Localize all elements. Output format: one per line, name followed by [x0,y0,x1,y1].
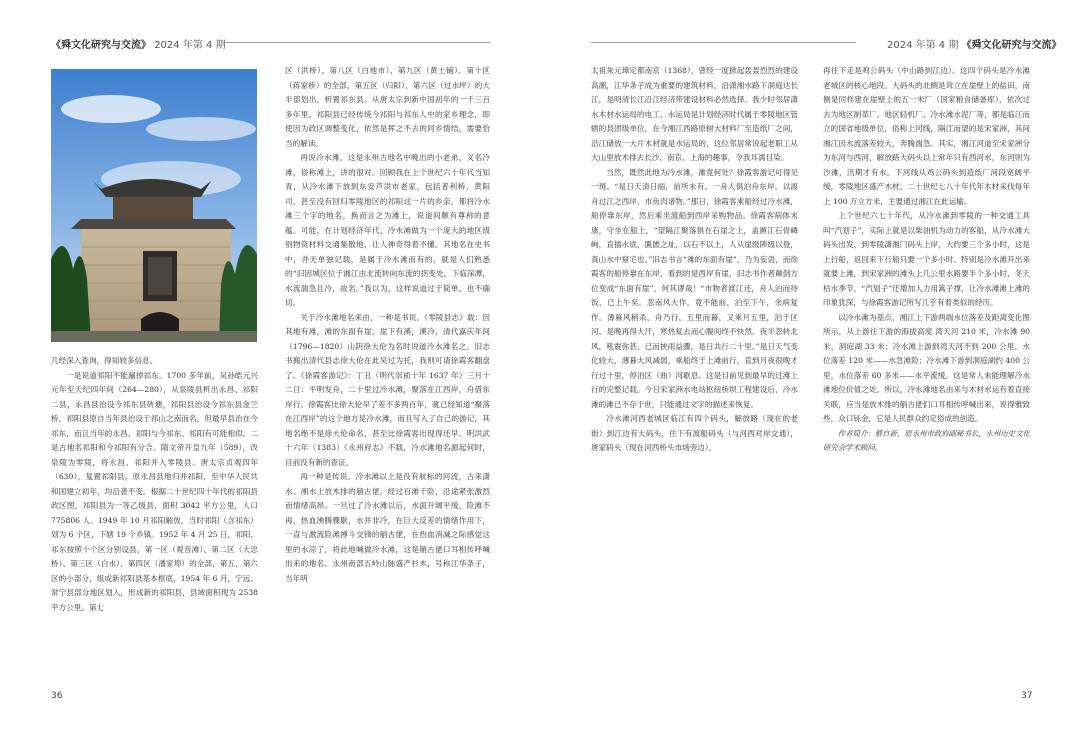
left-column-1 [51,354,258,676]
right-column-3 [591,64,798,676]
col2-para-2: 再说冷水滩，这是永州古地名中晚出的小老弟，又名冷滩，俗称滩上，讲的很对。回顾我在上个世纪六十年代当知青，从冷水滩下放到东安芦洪市老家，包括普利桥、黄阳司，甚至没有回归零陵地区的祁阳这一片的乡亲，都将冷水滩三个字的地名，换而言之为滩上，说道间颇有尊称的意蕴。可能，在计划经济年代，冷水滩做为一个庞大的地区级别物资材料交通集散地，让人神奇得着不懂。其地名在史书中，并无单独记载，是属于冷水滩而有的，就是人们熟悉的“旧因城区位于湘江由北流转向东流的拐变处，下临深潭，水流湍急且冷，故名。”我以为，这样说道过于简单，也不确切。 [285,153,490,307]
right-header-rule [591,42,856,43]
col3-para-2: 当然，既然此地为冷水滩，滩竟何处？徐霞客游记可得见一斑。“是日天清日丽，前所未有。一舟人俱泊舟东岸，以渡舟过江之西岸，市鱼肉诸物。”那日，徐霞客乘船经过冷水滩，船停靠东岸，然后乘坐渡船到西岸采购物品。徐霞客病体未康，守坐在船上，“望隔江聚落俱在石崖之上，盖瀕江石骨嶙峋，直插水底，匱匮之址，以石不以土，人从崖级陟级以登，真山水中窟宅也。”旧志书言“滩的东面有崖”，乃为妄语，而徐霞客的船停靠在东岸，看到的是西岸有崖，旧志书作者颠倒方位变成“东面有崖”，何其谬哉！“市物者渡江还，舟人泊而待饭，已上午矣。忽南风大作，竟不能前，泊至下午，余病复作。薄暮风稍杀，舟乃行，五里而暮，又乘月五里，泊于区河。是晚再得大汗，寒热复去而心腹间终不快然。夜半忽转北风，吼震弥甚，已而挟雨益骤，是日共行二十里。”是日天气变化较大，薄暮大风减弱，乘船终于上滩前行，直到月夜很晚才行过十里，停泊区（曲）河歇息。这是目前见到最早的过滩上行的完整记载。今日宋家洲水电站枢纽桥坝工程建设后，冷水滩的滩已不存于世，只能通过文字的描述来恢复。 [591,167,798,409]
left-header-rule [222,42,490,43]
temple-photo [51,69,257,342]
col3-para-3: 冷水滩河西老城区临江有四个码头，解放路（现在的老街）到江边有大码头，往下有渡船码头（与河西对岸交通），唐家码头（现在河西桥头市场旁边）， [591,414,798,452]
col4-para-1: 再往下走是鸡公码头（中山路到江边）。这四个码头是冷水滩老城区的核心地段。大码头的北侧是耸立在崖壁上的盐田，南侧是同样建在崖壁上的五一米厂（国家粮食储备库），依次过去为地区制革厂、地区轻机厂、冷水滩水泥厂等，都是临江而立的国省地级单位，俗称上河线，隔江而望的是宋家洲，其间湘江因水流落差较大，奔腾湍急。其实，湘江河道至宋家洲分为东河与西河，解放路大码头以上常年只有西河水，东河则为沙滩，汛期才有水。下河线从鸡公码头到造纸厂河段宽阔平缓，零陵地区盛产木材，二十世纪七八十年代年木材采伐每年上 100 万立方米，主要通过湘江在此运输。 [823,66,1030,206]
left-header-journal: 《舜文化研究与交流》 [51,40,151,51]
right-header-journal: 《舜文化研究与交流》 [961,40,1062,51]
right-header [887,36,1062,51]
left-column-2 [285,64,490,676]
col2-para-3: 关于冷水滩地名来由，一种是书说。《零陵县志》载：因其地有滩，滩的东面有崖，崖下有溪，溪冷，清代嘉庆年间（1796—1820）山阴徐大伦为名时说道冷水滩名之。旧志书搬出清代县志徐大伦在此吴过为托，我则可请徐霞客翻盘了。《徐霞客游记》：丁丑（明代崇祯十年 1637 年）三月十二日：平明发舟，二十里过冷水滩，聚落在江西岸，舟借东岸行。徐霞客比徐大伦早了差不多两百年，就已经知道“聚落在江西岸”的这个地方是冷水滩，而且写入了自己的游记，其地名绝不是徐大伦命名，甚至比徐霞客出现得还早。明洪武十六年（1383）《永州府志》不载，冷水滩地名源起何时，目前没有新的查证。 [285,312,490,467]
author-note: 作者简介：蔡自新，原永州市政府副秘书长，永州历史文化研究会学术顾问。 [823,428,1030,452]
col3-para-1: 太祖朱元璋定都南京（1368），曾经一度掀起轰轰烈烈的建设高潮，江华条子成为重要的建筑材料，沿潇湘水路下洞庭达长江，是明清长江沿江经济带建设材料必然选择。我少时邻居潇水木材水运局的电工，水运局是计划经济时代属于零陵地区管辖的县团级单位，在今湘江西路原树大材料厂至造纸厂之间，沿江储放一大片木材就是水运局的，这位邻居常说起老职工从大山里放木排去长沙、南京、上海的趣事，令我耳濡目染。 [591,66,798,162]
right-page [540,0,1080,733]
left-header [51,36,226,51]
col1-para-1: 几经深入查询，得知较多信息。 [51,356,158,365]
right-column-4 [823,64,1030,676]
col2-para-1: 区（洪桥）、第八区（白地市）、第九区（黄土铺）、第十区（蒋家桥）的全部，第五区（归阳）、第六区（过水坪）的大半部划出，析置祁东县。从唐太宗到新中国初年的一千三百多年里，祁阳县已经传统今祁阳与祁东人中的家乡理念，即使因为政区调整变化，依然是挥之不去的同乡情结，需要恰当的解读。 [285,66,490,148]
col4-para-3: 以冷水滩为基点，湘江上下游两端水位落差及距离变化图所示，从上游往下游的海拔高度 湾天河 210 米，冷水滩 90 米，洞庭湖 33 米；冷水滩上游到湾天河不到 200 公里，水位落差 120 米——水急滩险；冷水滩下游到洞庭湖约 400 公里，水位落差 60 多米——水平流缓。这是常人未能理解冷水滩地位价值之处。所以，冷水滩地名由来与木材水运有着直接关联，应当是放木排的艄古佬们口耳相传呼喊出来，说得雅致些，众口铄金，它是人民群众约定俗成的创造。 [823,312,1030,423]
left-page-number: 36 [51,691,63,701]
col1-para-2: 一是说道祁阳不能漏掉祁东。1700 多年前，吴孙皓元兴元年至天纪四年间（264—280），从泉陵县析出永昌、祁阳二县，永昌县治设今祁东县砖塘，祁阳县治设今祁东县金兰桥，祁阳县原自当年县治设于祁山之南而名，但最早县治在今祁东，而且当年的永昌、祁阳与今祁东、祁阳有可能相似。二是古地名祁阳和今祁阳有分合。隋文帝开皇九年（589），改泉陵为零陵，将永昌、祁阳并入零陵县。唐太宗贞观四年（630），复置祁阳县，原永昌县地归并祁阳，至中华人民共和国建立初年，均沿袭不变。根据二十世纪四十年代的祁阳县政区图，祁阳县为一等乙级县，面积 3042 平方公里，人口 775806 人。1949 年 10 月祁阳解放，当时祁阳（含祁东）划为 6 个区，下辖 19 个乡镇。1952 年 4 月 25 日，祁阳、祁东按照十个区分别设县，第一区（观音滩）、第二区（大忠桥）、第三区（白水）、第四区（潘家埠）的全部，第五、第六区的小部分，组成新祁阳县基本框底，1954 年 6 月，宁远、常宁县部分地区划入，形成新的祁阳县，县域面积现为 2538 平方公里。第七 [51,370,258,612]
col2-para-4: 再一种是传说。冷水滩以上是没有航标的河流，古来潇水、湘水上放木排的艄古佬，经过百滩千险，沿途紧张激烈而情绪高昂。一旦过了冷水滩以后，水面开阔平缓，险滩不再，热血沸腾骤歇，水并非冷，在巨大反差的情绪作用下，一直与激流险滩搏斗交锋的艄古佬，在热血消减之际感觉这里的水凉了，将此地喊做冷水滩，这是艄古佬口耳相传呼喊出来的地名。永州南部五岭山脉盛产杉木，号称江华条子，当年明 [285,472,490,583]
right-page-number: 37 [1021,691,1033,701]
left-header-issue: 2024 年第 4 期 [154,40,226,51]
col4-para-2: 上个世纪六七十年代，从冷水滩到零陵的一种交通工具叫“汽划子”，实际上就是以柴油机为动力的客船，从冷水滩大码头出发，到零陵潇湘门码头上岸，大约要三个多小时，这是上行船，返回来下行船只要一个多小时。特别是冷水滩开出来就要上滩，到宋家洲的滩头上几公里水路要半个多小时，冬天枯水季节，“汽划子”还增加人力用篙子撑，让冷水滩滩上滩的印象犹深，与徐霞客游记所写几乎有着类似的经历。 [823,211,1030,307]
right-header-issue: 2024 年第 4 期 [887,40,959,51]
